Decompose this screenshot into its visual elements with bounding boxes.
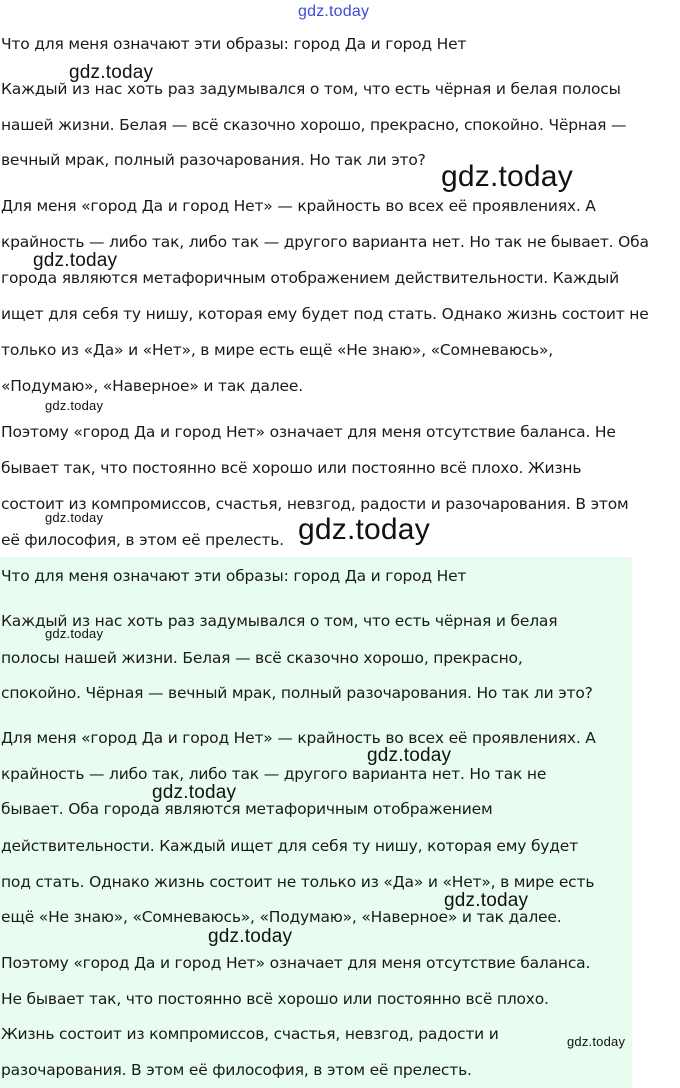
paragraph-line: крайность — либо так, либо так — другого варианта нет. Но так не <box>1 765 547 783</box>
essay-title: Что для меня означают эти образы: город Да и город Нет <box>1 567 467 585</box>
paragraph-line: города являются метафоричным отображением действительности. Каждый <box>1 269 620 287</box>
paragraph-line: состоит из компромиссов, счастья, невзгод, радости и разочарования. В этом <box>1 495 629 513</box>
paragraph-line: крайность — либо так, либо так — другого варианта нет. Но так не бывает. Оба <box>1 233 649 251</box>
paragraph-line: бывает. Оба города являются метафоричным отображением <box>1 800 493 818</box>
paragraph-line: Поэтому «город Да и город Нет» означает для меня отсутствие баланса. <box>1 954 591 972</box>
watermark: gdz.today <box>567 1034 626 1049</box>
paragraph-line: Каждый из нас хоть раз задумывался о том, что есть чёрная и белая <box>1 612 558 630</box>
paragraph-line: действительности. Каждый ищет для себя ту нишу, которая ему будет <box>1 837 578 855</box>
watermark: gdz.today <box>367 745 452 766</box>
watermark: gdz.today <box>45 626 104 641</box>
paragraph-line: вечный мрак, полный разочарования. Но так ли это? <box>1 151 426 169</box>
paragraph-line: её философия, в этом её прелесть. <box>1 531 284 549</box>
essay-title: Что для меня означают эти образы: город Да и город Нет <box>1 35 467 53</box>
watermark: gdz.today <box>45 398 104 413</box>
watermark: gdz.today <box>298 3 370 20</box>
paragraph-line: нашей жизни. Белая — всё сказочно хорошо, прекрасно, спокойно. Чёрная — <box>1 116 627 134</box>
paragraph-line: Для меня «город Да и город Нет» — крайность во всех её проявлениях. А <box>1 729 596 747</box>
paragraph-line: Для меня «город Да и город Нет» — крайность во всех её проявлениях. А <box>1 197 596 215</box>
paragraph-line: ещё «Не знаю», «Сомневаюсь», «Подумаю», «Наверное» и так далее. <box>1 908 562 926</box>
watermark: gdz.today <box>208 926 293 947</box>
paragraph-line: бывает так, что постоянно всё хорошо или постоянно всё плохо. Жизнь <box>1 459 582 477</box>
paragraph-line: «Подумаю», «Наверное» и так далее. <box>1 377 303 395</box>
paragraph-line: Не бывает так, что постоянно всё хорошо или постоянно всё плохо. <box>1 990 549 1008</box>
watermark: gdz.today <box>45 510 104 525</box>
watermark: gdz.today <box>69 62 154 83</box>
paragraph-line: только из «Да» и «Нет», в мире есть ещё «Не знаю», «Сомневаюсь», <box>1 341 553 359</box>
watermark: gdz.today <box>444 890 529 911</box>
paragraph-line: Жизнь состоит из компромиссов, счастья, невзгод, радости и <box>1 1025 499 1043</box>
paragraph-line: Поэтому «город Да и город Нет» означает для меня отсутствие баланса. Не <box>1 423 616 441</box>
paragraph-line: спокойно. Чёрная — вечный мрак, полный разочарования. Но так ли это? <box>1 684 593 702</box>
paragraph-line: разочарования. В этом её философия, в этом её прелесть. <box>1 1061 472 1079</box>
paragraph-line: полосы нашей жизни. Белая — всё сказочно хорошо, прекрасно, <box>1 649 523 667</box>
watermark: gdz.today <box>152 782 237 803</box>
watermark: gdz.today <box>441 160 573 193</box>
paragraph-line: ищет для себя ту нишу, которая ему будет под стать. Однако жизнь состоит не <box>1 305 649 323</box>
watermark: gdz.today <box>298 513 430 546</box>
paragraph-line: под стать. Однако жизнь состоит не только из «Да» и «Нет», в мире есть <box>1 873 595 891</box>
paragraph-line: Каждый из нас хоть раз задумывался о том, что есть чёрная и белая полосы <box>1 80 621 98</box>
watermark: gdz.today <box>33 250 118 271</box>
